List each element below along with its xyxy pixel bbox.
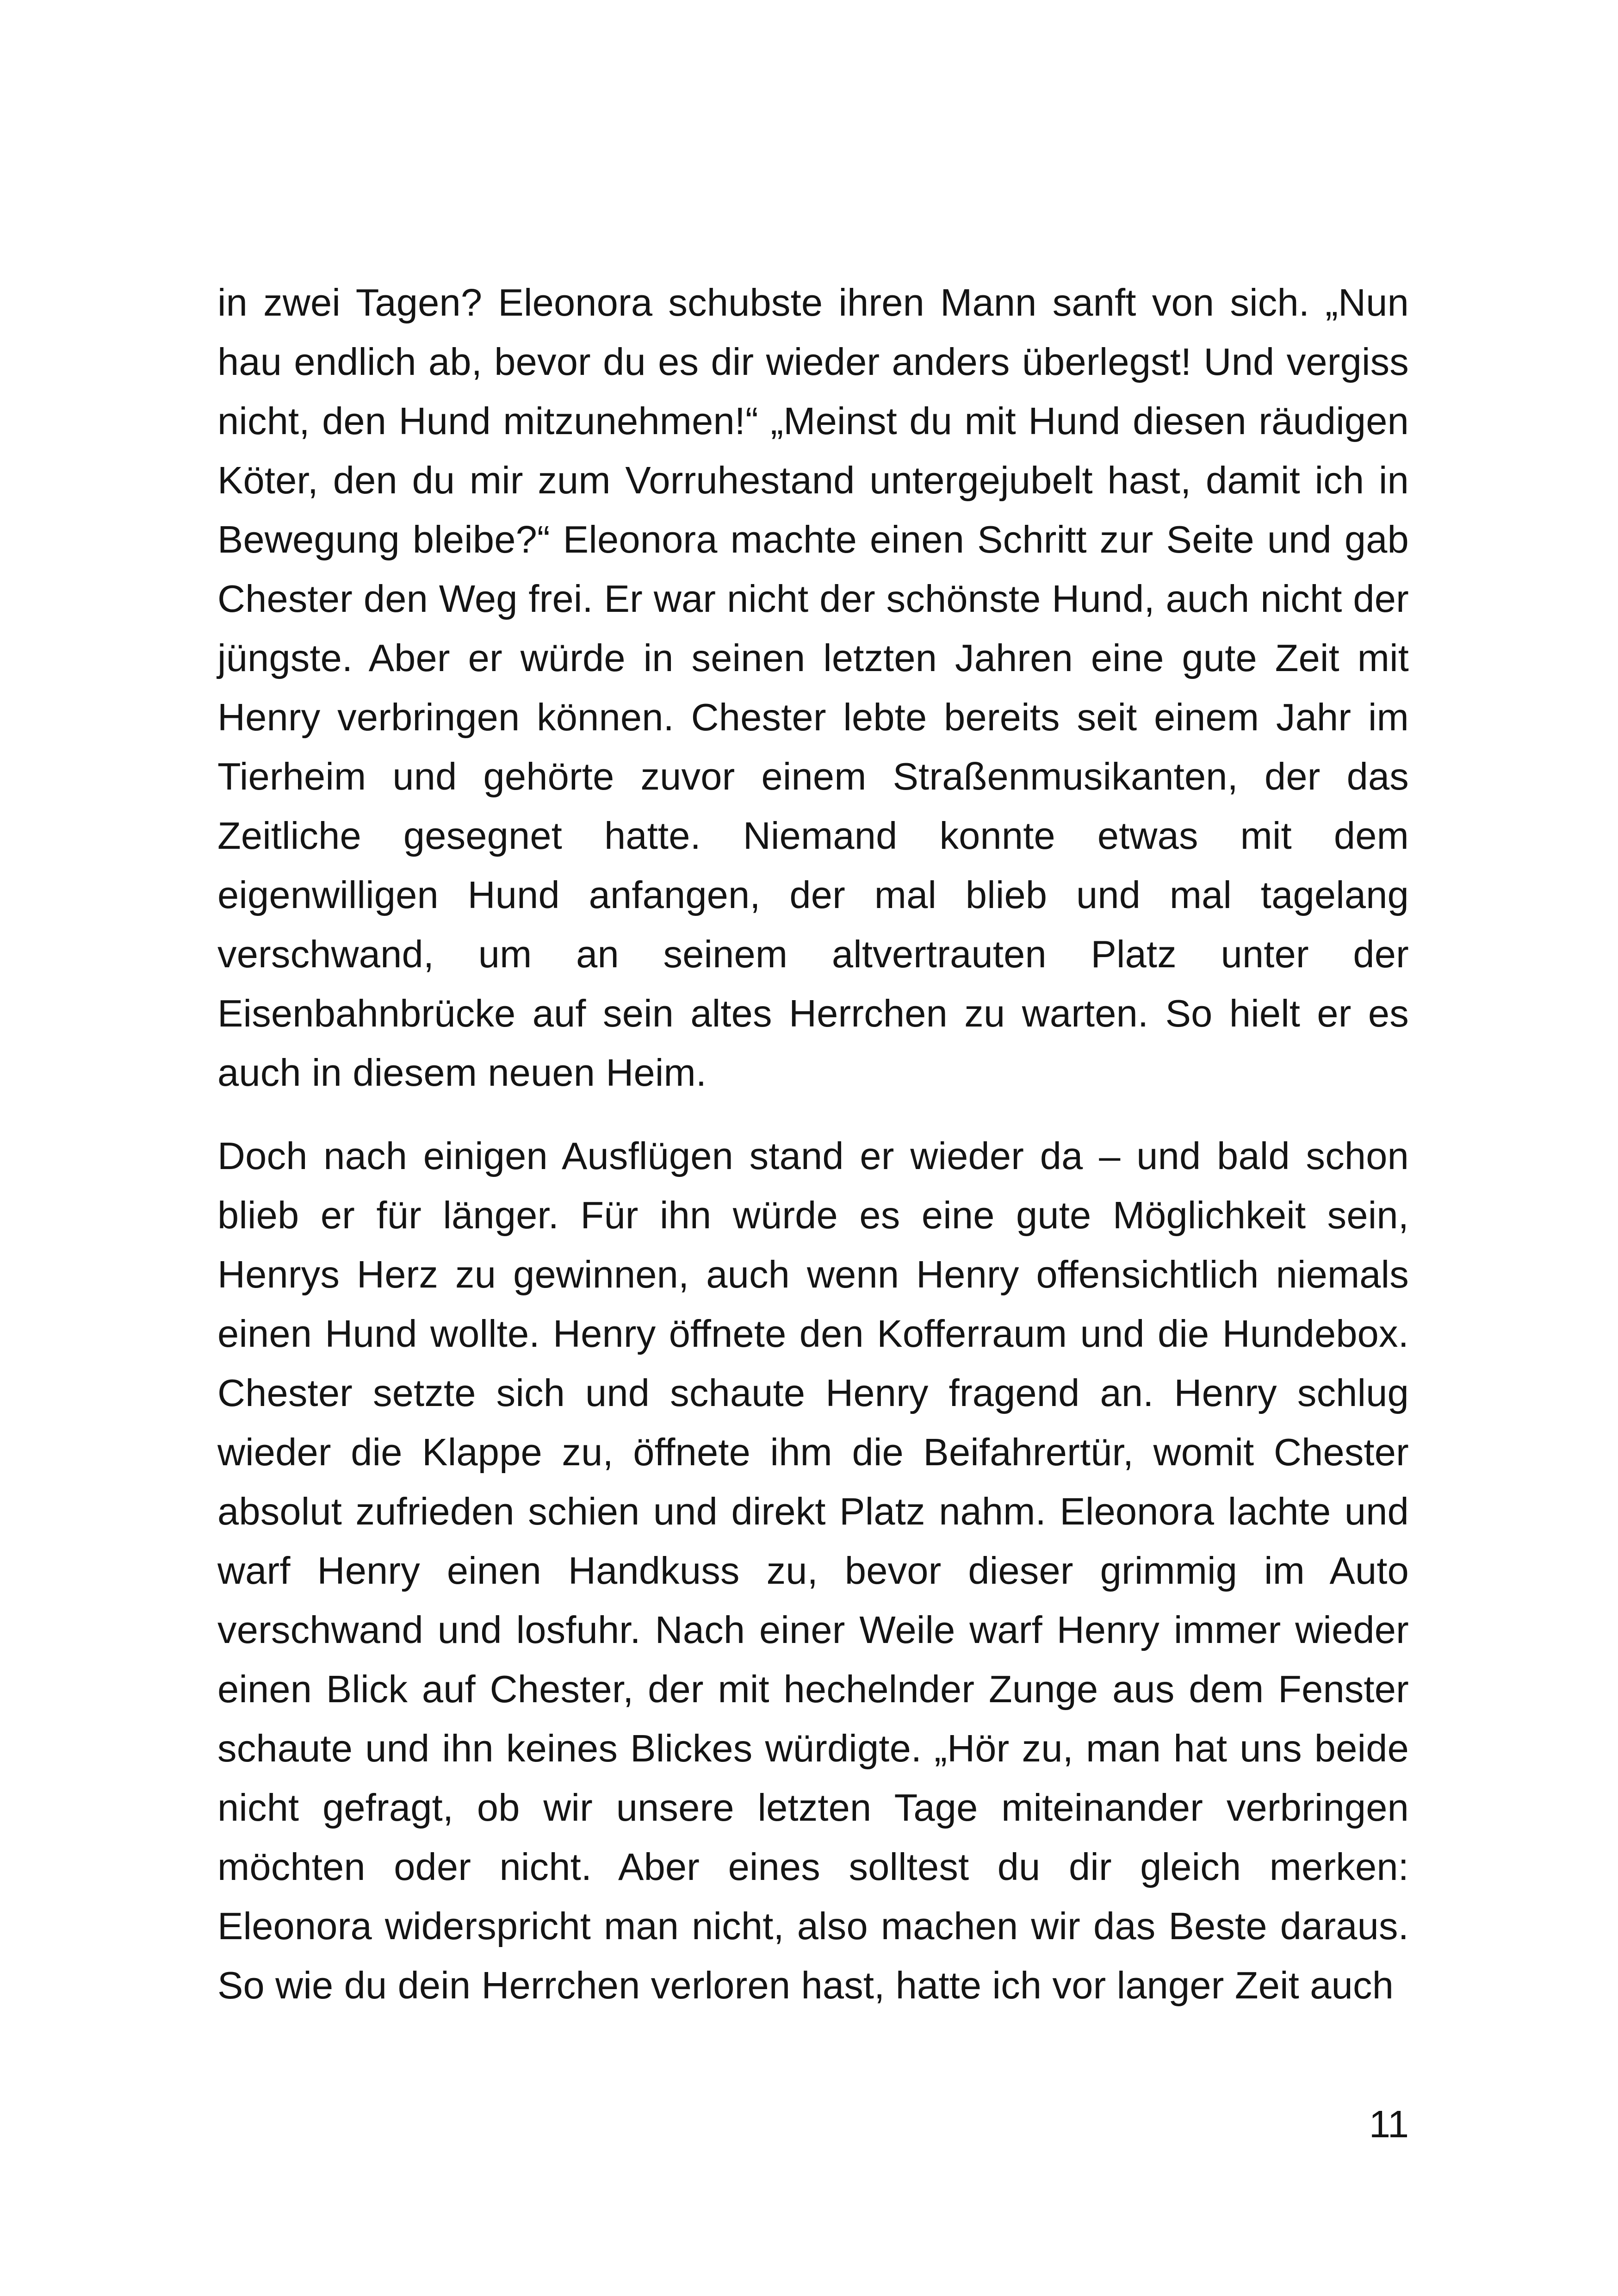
paragraph-1: in zwei Tagen? Eleonora schubste ihren Mann sanft von sich. „Nun hau endlich ab, bevor du es dir wieder anders überlegst! Und vergiss nicht, den Hund mitzunehmen!“ „Meinst du mit Hund diesen räudigen Köter, den du mir zum Vorruhestand untergejubelt hast, damit ich in Bewegung bleibe?“ Eleonora machte einen Schritt zur Seite und gab Chester den Weg frei. Er war nicht der schönste Hund, auch nicht der jüngste. Aber er würde in seinen letzten Jahren eine gute Zeit mit Henry verbringen können. Chester lebte bereits seit einem Jahr im Tierheim und gehörte zuvor einem Straßenmusikanten, der das Zeitliche gesegnet hatte. Niemand konnte etwas mit dem eigenwilligen Hund anfangen, der mal blieb und mal tagelang verschwand, um an seinem altvertrauten Platz unter der Eisenbahnbrücke auf sein altes Herrchen zu warten. So hielt er es auch in diesem neuen Heim. [217,281,1409,1094]
body-text [217,273,1409,2015]
page-number: 11 [1369,2103,1409,2146]
paragraph-2: Doch nach einigen Ausflügen stand er wieder da – und bald schon blieb er für länger. Für ihn würde es eine gute Möglichkeit sein, Henrys Herz zu gewinnen, auch wenn Henry offensichtlich niemals einen Hund wollte. Henry öffnete den Kofferraum und die Hundebox. Chester setzte sich und schaute Henry fragend an. Henry schlug wieder die Klappe zu, öffnete ihm die Beifahrertür, womit Chester absolut zufrieden schien und direkt Platz nahm. Eleonora lachte und warf Henry einen Handkuss zu, bevor dieser grimmig im Auto verschwand und losfuhr. Nach einer Weile warf Henry immer wieder einen Blick auf Chester, der mit hechelnder Zunge aus dem Fenster schaute und ihn keines Blickes würdigte. „Hör zu, man hat uns beide nicht gefragt, ob wir unsere letzten Tage miteinander verbringen möchten oder nicht. Aber eines solltest du dir gleich merken: Eleonora widerspricht man nicht, also machen wir das Beste daraus. So wie du dein Herrchen verloren hast, hatte ich vor langer Zeit auch [217,1134,1409,2007]
